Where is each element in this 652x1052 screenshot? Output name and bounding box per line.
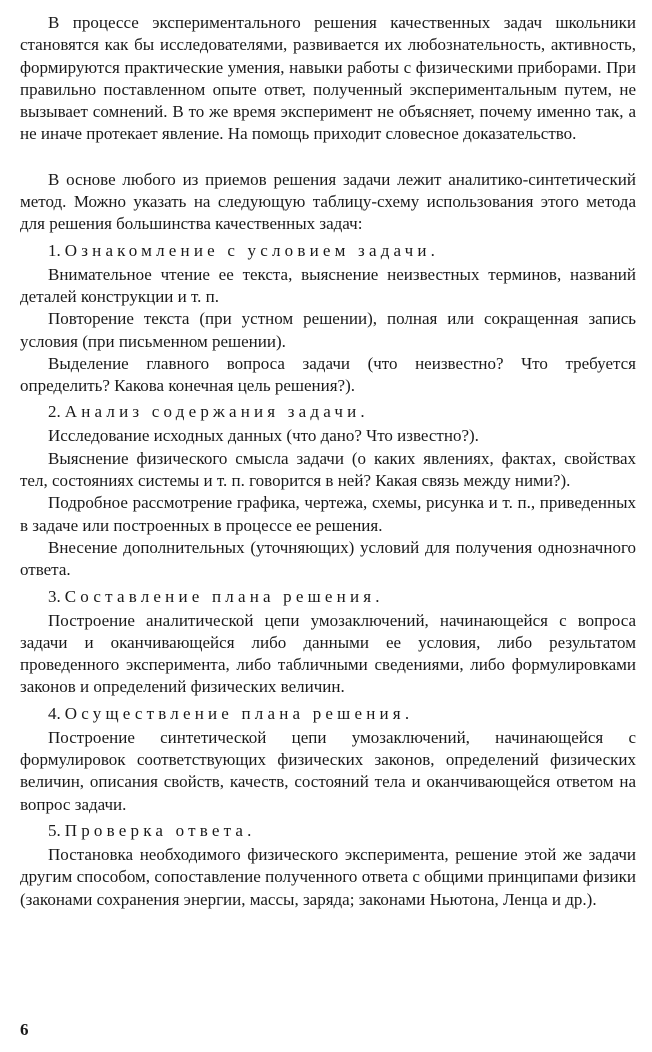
step-title: Составление плана решения. (64, 586, 384, 606)
step-number: 1. (48, 240, 61, 260)
step-heading (48, 820, 636, 842)
step-number: 4. (48, 703, 61, 723)
step-title: Осуществление плана решения. (64, 703, 414, 723)
intro-paragraph-2: В основе любого из приемов решения задачи лежит аналитико-синтетический метод. Можно указать на следующую таблицу-схему использования этого метода для решения большинства качественных задач: (20, 169, 636, 234)
step-number: 5. (48, 820, 61, 840)
step-item: Повторение текста (при устном решении), полная или сокращенная запись условия (при письменном решении). (20, 309, 636, 351)
step-2 (20, 401, 636, 581)
intro-paragraph-1: В процессе экспериментального решения качественных задач школьники становятся как бы исследователями, развивается их любознательность, активность, формируются практические умения, навыки работы с физическими приборами. При правильно поставленном опыте ответ, полученный экспериментальным путем, не вызывает сомнений. В то же время эксперимент не объясняет, почему именно так, а не иначе протекает явление. На помощь приходит словесное доказательство. (20, 13, 636, 144)
step-3 (20, 586, 636, 699)
paragraph-gap (20, 146, 636, 169)
step-title: Проверка ответа. (64, 820, 256, 840)
step-title: Ознакомление с условием задачи. (64, 240, 440, 260)
step-item: Подробное рассмотрение графика, чертежа, схемы, рисунка и т. п., приведенных в задаче или построенных в процессе ее решения. (20, 493, 636, 535)
page-number: 6 (20, 1020, 29, 1039)
step-item: Выделение главного вопроса задачи (что неизвестно? Что требуется определить? Какова конечная цель решения?). (20, 353, 636, 396)
step-1 (20, 240, 636, 398)
step-heading (48, 586, 636, 608)
step-heading (48, 401, 636, 423)
step-item: Построение синтетической цепи умозаключений, начинающейся с формулировок соответствующих физических законов, определений физических величин, описания свойств, качеств, состояний тела и оканчивающейся ответом на вопрос задачи. (20, 727, 636, 814)
step-heading (48, 703, 636, 725)
step-title: Анализ содержания задачи. (64, 402, 369, 422)
step-item: Внимательное чтение ее текста, выяснение неизвестных терминов, названий деталей конструкции и т. п. (20, 264, 636, 306)
step-heading (48, 240, 636, 262)
step-item: Построение аналитической цепи умозаключений, начинающейся с вопроса задачи и оканчивающейся либо данными ее условия, либо результатом проведенного эксперимента, либо табличными сведениями, либо формулировками законов и определений физических величин. (20, 610, 636, 697)
step-item: Исследование исходных данных (что дано? Что известно?). (48, 426, 479, 446)
step-5 (20, 820, 636, 911)
step-item: Внесение дополнительных (уточняющих) условий для получения однозначного ответа. (20, 537, 636, 580)
step-number: 3. (48, 586, 61, 606)
step-4 (20, 703, 636, 816)
step-item: Постановка необходимого физического эксперимента, решение этой же задачи другим способом, сопоставление полученного ответа с общими принципами физики (законами сохранения энергии, массы, заряда; законами Ньютона, Ленца и др.). (20, 844, 636, 909)
step-number: 2. (48, 402, 61, 422)
step-item: Выяснение физического смысла задачи (о каких явлениях, фактах, свойствах тел, состояниях системы и т. п. говорится в ней? Какая связь между ними?). (20, 448, 636, 491)
